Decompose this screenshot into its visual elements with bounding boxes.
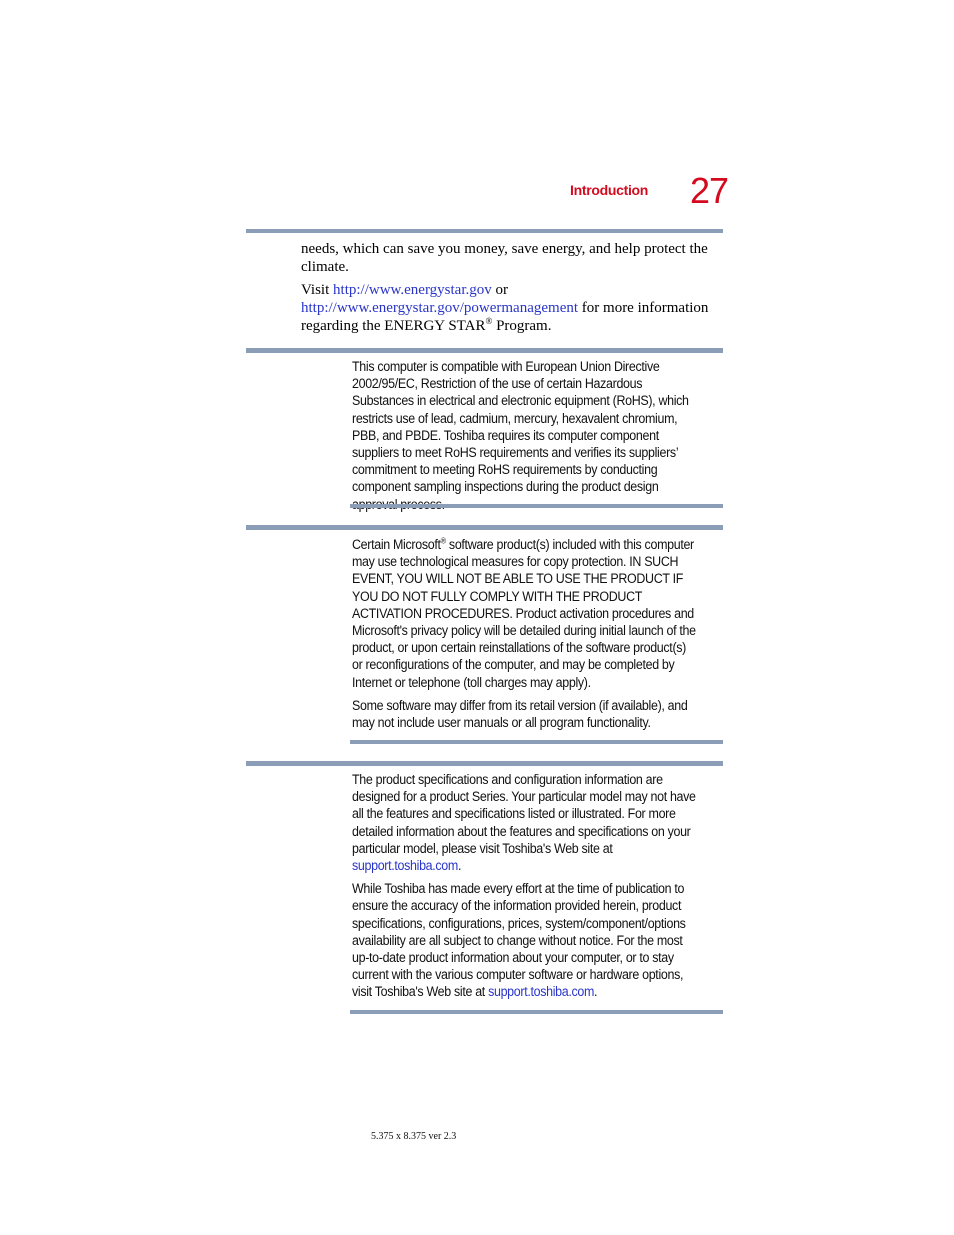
registered-mark: ® [440,536,446,546]
rohs-note [352,358,698,513]
specs-bottom-rule [350,1010,723,1014]
specs-note-paragraph [352,771,698,874]
microsoft-text-rest: software product(s) included with this computer may use technological measures for copy protection. IN SUCH EVENT, YOU WILL NOT BE ABLE TO USE THE PRODUCT IF YOU DO NOT FULLY COMPLY WITH THE PRODUCT ACTIVATION PROCEDURES. Product activation procedures and Microsoft's privacy policy will be detailed during initial launch of the product, or upon certain reinstallations of the software product(s) or reconfigurations of the computer, and may be completed by Internet or telephone (toll charges may apply). [352,537,696,690]
registered-mark: ® [485,315,493,326]
microsoft-text-start: Certain Microsoft [352,537,441,552]
specs-text-2-end: . [594,984,598,1000]
energy-star-text [301,241,725,336]
rohs-top-rule [246,348,723,353]
microsoft-bottom-rule [350,740,723,744]
specs-note-paragraph-2 [352,880,698,1000]
specs-text-2: While Toshiba has made every effort at the time of publication to ensure the accuracy of the information provided herein, product specifications, configurations, prices, system/component/options availability are all subject to change without notice. For the most up-to-date product information about your computer, or to stay current with the various computer software or hardware options, visit Toshiba's Web site at [352,881,686,1000]
version-footer: 5.375 x 8.375 ver 2.3 [371,1131,457,1142]
microsoft-note-paragraph [352,536,698,691]
visit-prefix: Visit [301,282,334,299]
specs-note [352,771,698,1001]
rohs-bottom-rule [350,504,723,508]
microsoft-top-rule [246,525,723,530]
support-toshiba-link-2[interactable]: support.toshiba.com [488,984,595,1000]
energystar-link[interactable]: http://www.energystar.gov [333,282,492,299]
specs-text: The product specifications and configuration information are designed for a product Series. Your particular model may not have all the features and specifications listed or illustrated. For more detailed information about the features and specifications on your particular model, please visit Toshiba's Web site at [352,772,696,856]
energystar-powermanagement-link[interactable]: http://www.energystar.gov/powermanagement [301,300,579,317]
support-toshiba-link[interactable]: support.toshiba.com [352,858,458,874]
page-number: 27 [690,170,729,211]
specs-text-end: . [457,858,462,874]
specs-top-rule [246,761,723,766]
program-text: for more information regarding the ENERGY STAR [301,300,709,334]
energy-star-paragraph: needs, which can save you money, save energy, and help protect the climate. [301,241,708,275]
program-text-end: Program. [492,317,552,334]
or-text: or [491,282,509,299]
microsoft-note [352,536,698,731]
energy-star-visit-paragraph [301,282,725,335]
rohs-note-text: This computer is compatible with European Union Directive 2002/95/EC, Restriction of the use of certain Hazardous Substances in electrical and electronic equipment (RoHS), which restricts use of lead, cadmium, mercury, hexavalent chromium, PBB, and PBDE. Toshiba requires its computer component suppliers to meet RoHS requirements and verifies its suppliers’ commitment to meeting RoHS requirements by conducting component sampling inspections during the product design [352,359,689,495]
section-title: Introduction [570,182,649,198]
header-rule [246,229,723,233]
microsoft-note-paragraph-2: Some software may differ from its retail version (if available), and may not include user manuals or all program functionality. [352,697,688,731]
